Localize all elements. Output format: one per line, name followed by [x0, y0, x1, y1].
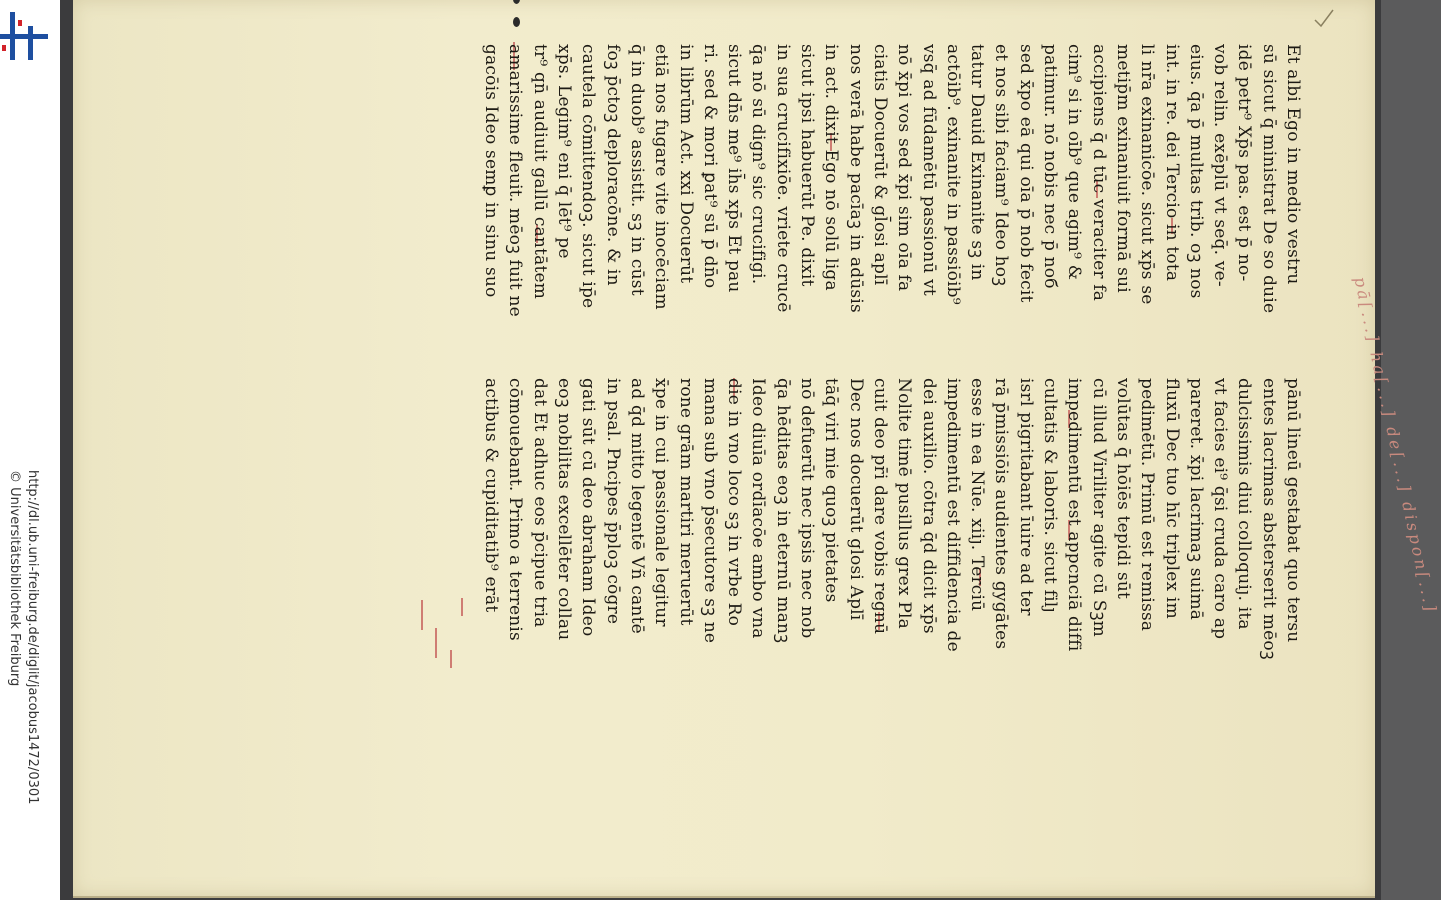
text-line: in librūm Act. xxi Docuerūt: [675, 44, 696, 284]
text-line: patimur. nō nobis nec p̄ noб: [1040, 44, 1061, 289]
text-line: entes lacrimas absterserit mēoꝫ: [1258, 378, 1279, 660]
text-line: cōmouebant. Primo a terrenis: [505, 378, 526, 641]
text-line: tāq̄ viri mie quoꝫ pietates: [821, 378, 842, 603]
text-line: fluxū Dec tuo hīc triplex im: [1161, 378, 1182, 619]
text-line: in act. dixit Ego nō solū liga: [821, 44, 842, 291]
text-line: ciatis Docuerūt & gl̄osi aplī: [869, 44, 890, 286]
text-line: tr⁹ qn̄ audiuit gallū cantātem: [529, 44, 550, 300]
text-line: sicut dn̄s me⁹ ih̄s xp̄s Et pau: [724, 44, 745, 293]
manuscript-page: [73, 0, 1441, 898]
text-line: die in vno loco sꝫ in vrbe Ro: [724, 378, 745, 627]
text-line: amarissime fleuit. mēoꝫ fuit ne: [505, 44, 526, 317]
text-line: eoꝫ nobilitas excellēter collau: [554, 378, 575, 641]
text-line: nos verā habe pacīaꝫ in adūsis: [845, 44, 866, 313]
text-line: pānū lineū gestabat quo tersu: [1283, 378, 1303, 643]
text-line: sed x̄po eā qui oīa p̄ nob fecit: [1015, 44, 1036, 303]
text-line: ri. sed & mori ꝑat⁹ sū p̄ dn̄o: [699, 44, 720, 289]
text-line: nō defuerūt nec ipsis nec nob: [797, 378, 818, 639]
text-line: q̄a nō sū dign⁹ sic crucifigi.: [748, 44, 769, 285]
text-line: actōib⁹. exinanite in passiōib⁹: [942, 44, 963, 305]
binding-hole-icon: [513, 0, 520, 4]
text-line: ad q̄d mitto legentē Vñ cantē: [626, 378, 647, 634]
text-line: et nos sibi faciam⁹ Ideo hoꝫ: [991, 44, 1012, 287]
text-line: gacōis Ideo semꝑ in sinu suo: [481, 44, 502, 298]
text-line: Dec nos docuerūt glosi Aplī: [845, 378, 866, 621]
text-line: etiā nos fugare vite inocēciam: [651, 44, 672, 310]
copyright-notice: © Universitätsbibliothek Freiburg: [7, 470, 22, 687]
text-line: volūtas q̄ hōiēs tepidi sūt: [1112, 378, 1133, 600]
text-line: tatur Dauid Exinanite sꝫ in: [967, 44, 988, 281]
text-line: impedimentū est appcnciā diffi: [1064, 378, 1085, 652]
rubric-mark: [435, 628, 437, 658]
text-line: Et albi Ego in medio vestru: [1283, 44, 1303, 285]
rubric-mark: [421, 600, 423, 630]
text-line: q̄a hēditas eoꝫ in eternū manꝫ: [772, 378, 793, 644]
text-line: q̄ in duob⁹ assistit. sꝫ in cūst: [626, 44, 647, 296]
university-library-logo-icon[interactable]: [0, 12, 52, 60]
text-line: rā p̄missiōis audientes gygātes: [991, 378, 1012, 650]
viewer-sidebar: [0, 0, 60, 900]
rubric-mark: [461, 598, 463, 616]
text-line: cautela cōmittendoꝫ. sicut ip̄e: [578, 44, 599, 309]
text-line: Ideo diuīa ordīacōe ambo vna: [748, 378, 769, 639]
text-line: cuit deo pr̄i dare vobis regnū: [869, 378, 890, 635]
text-line: rone grām martiri meruerūt: [675, 378, 696, 626]
text-line: x̄pe in cui passionale legitur: [651, 378, 672, 627]
check-mark-icon: [1313, 8, 1335, 28]
text-line: accipiens q̄ d tūc veraciter fa: [1088, 44, 1109, 302]
rubric-mark: [450, 650, 452, 668]
permalink-url[interactable]: http://dl.ub.uni-freiburg.de/diglit/jacobus1472/0301: [25, 470, 40, 805]
text-line: vob relin. exēplū vt seq̄. ve-: [1210, 44, 1231, 287]
text-line: dulcissimis diui colloquiȷ. ita: [1234, 378, 1255, 630]
text-line: metip̄m exinaniuit formā sui: [1112, 44, 1133, 293]
text-line: dei auxilio. cōtra q̄d dicit xp̄s: [918, 378, 939, 634]
text-line: cū illud Viriliter agite cū Sꝫm: [1088, 378, 1109, 637]
binding-hole-icon: [513, 17, 520, 27]
text-line: idē petr⁹ Xp̄s pas. est p̄ no-: [1234, 44, 1255, 282]
marginal-annotation: pā[...] ha[...] de[...] dispon[...]: [1350, 275, 1441, 616]
text-line: isrl pigritabant īuire ad ter: [1015, 378, 1036, 616]
text-line: cultatis & laboris. sicut filȷ: [1040, 378, 1061, 613]
text-line: Nolite timē pusillus grex Pla: [894, 378, 915, 629]
text-column-lower: [479, 378, 1305, 660]
text-line: in psal. Pncipes p̄ploꝫ cōgre: [602, 378, 623, 625]
text-line: sicut ipsi habuerūt Pe. dixit: [797, 44, 818, 287]
text-line: impedimentū est diffidencia de: [942, 378, 963, 652]
text-line: pedimētū. Primū est remissa: [1137, 378, 1158, 632]
text-line: esse in ea Nūe. xiiȷ. Terciū: [967, 378, 988, 612]
text-line: mana sub vno p̄secutore sꝫ ne: [699, 378, 720, 644]
text-line: sū sicut q̄ ministrat De so duie: [1258, 44, 1279, 314]
text-line: vt facies ei⁹ q̄si cruda caro ap: [1210, 378, 1231, 640]
text-line: vsq̄ ad fūdamētū passionū vt: [918, 44, 939, 296]
text-line: in sua crucifixiōe. vriete crucē: [772, 44, 793, 313]
text-line: cim⁹ si in oīb⁹ que agim⁹ &: [1064, 44, 1085, 281]
text-line: foꝫ p̄ctoꝫ deploracōne. & in: [602, 44, 623, 286]
text-column-upper: [479, 44, 1305, 317]
text-line: actibus & cupiditatib⁹ erāt: [481, 378, 502, 613]
text-line: li nr̄a exinanicōe. sicut xp̄s se: [1137, 44, 1158, 305]
text-line: gati sūt cū deo abraham Ideo: [578, 378, 599, 637]
text-line: dat Et adhuc eos p̄cipue tria: [529, 378, 550, 628]
text-line: xp̄s. Legim⁹ eni q̄ lēt⁹ pe: [554, 44, 575, 259]
image-credits: [4, 470, 56, 890]
text-line: int. in re. dei Tercio in tota: [1161, 44, 1182, 282]
text-line: eius. q̄a p̄ multas trib. oꝫ nos: [1185, 44, 1206, 299]
text-line: pareret. x̄pi lacrimaꝫ suimā: [1185, 378, 1206, 621]
text-line: nō x̄pi vos sed x̄pi sim oīa fa: [894, 44, 915, 292]
